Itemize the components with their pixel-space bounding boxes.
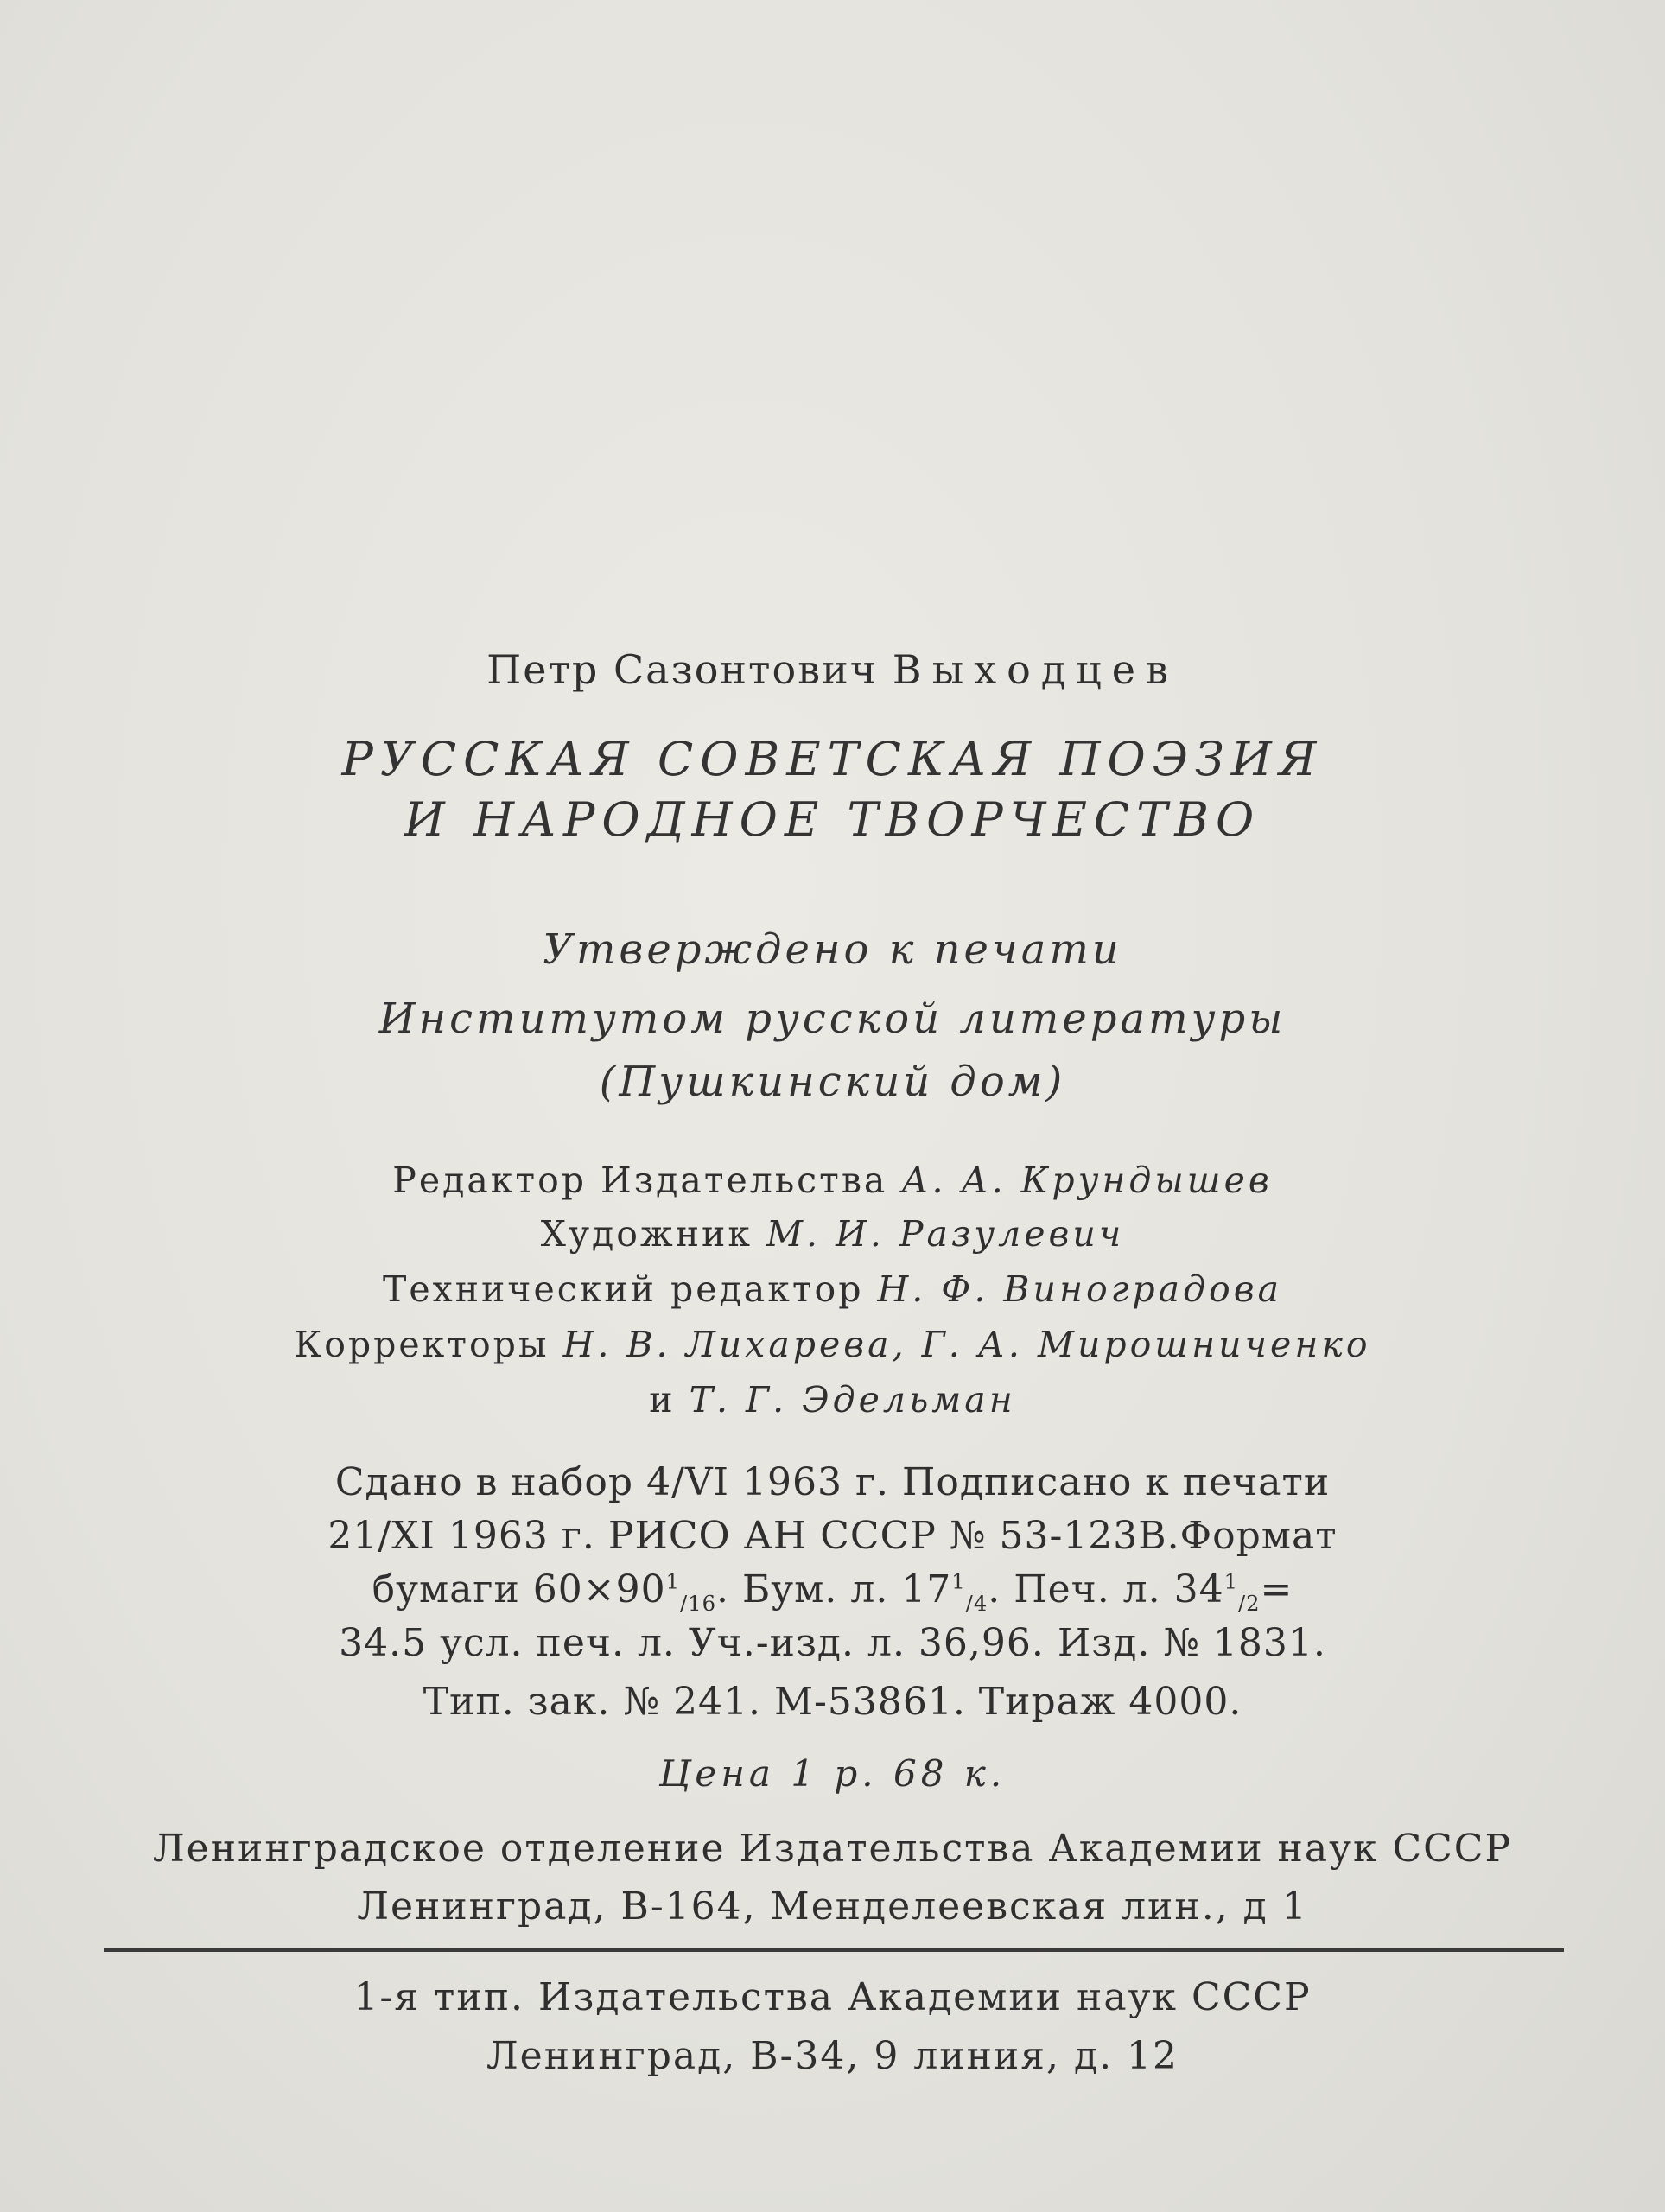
book-title-line-1: РУССКАЯ СОВЕТСКАЯ ПОЭЗИЯ: [341, 732, 1324, 786]
credit-proofreaders: [0, 1324, 1665, 1365]
paper-format-fraction-numerator: 1: [665, 1569, 681, 1594]
author-surname: Выходцев: [892, 646, 1179, 693]
equals-sign: =: [1260, 1567, 1293, 1611]
artist-name: М. И. Разулевич: [766, 1213, 1125, 1255]
proofreaders-last-name: Т. Г. Эдельман: [689, 1379, 1016, 1421]
paper-format-fraction-denominator: /16: [680, 1591, 716, 1616]
author-line: [0, 646, 1665, 693]
price: Цена 1 р. 68 к.: [658, 1752, 1007, 1795]
technical-editor-role: Технический редактор: [382, 1268, 864, 1310]
printer-line-2: Ленинград, В-34, 9 линия, д. 12: [486, 2034, 1179, 2078]
printed-sheets-fraction-denominator: /2: [1237, 1591, 1261, 1616]
paper-sheets: . Бум. л. 17: [715, 1567, 952, 1611]
horizontal-rule: [104, 1948, 1564, 1952]
paper-sheets-fraction-numerator: 1: [951, 1569, 966, 1594]
approval-line-2: Институтом русской литературы: [378, 995, 1287, 1043]
credit-technical-editor: [0, 1268, 1665, 1310]
proofreaders-role: Корректоры: [294, 1324, 550, 1365]
imprint-line-5: Тип. зак. № 241. М-53861. Тираж 4000.: [423, 1680, 1242, 1724]
proofreaders-and: и: [649, 1379, 676, 1421]
printed-sheets-fraction-numerator: 1: [1223, 1569, 1238, 1594]
editor-name: А. А. Крундышев: [901, 1160, 1273, 1201]
imprint-line-2: 21/XI 1963 г. РИСО АН СССР № 53-123В.Формат: [327, 1514, 1338, 1558]
imprint-line-4: 34.5 усл. печ. л. Уч.-изд. л. 36,96. Изд. № 1831.: [339, 1621, 1326, 1665]
imprint-line-1: Сдано в набор 4/VI 1963 г. Подписано к печати: [334, 1460, 1331, 1504]
approval-line-1: Утверждено к печати: [543, 925, 1122, 974]
credit-editor: [0, 1160, 1665, 1201]
printer-line-1: 1-я тип. Издательства Академии наук СССР: [353, 1975, 1312, 2019]
credit-proofreaders-continued: [0, 1379, 1665, 1421]
artist-role: Художник: [540, 1213, 753, 1255]
paper-format: бумаги 60×90: [372, 1567, 666, 1611]
editor-role: Редактор Издательства: [392, 1160, 888, 1201]
book-title-line-2: И НАРОДНОЕ ТВОРЧЕСТВО: [404, 792, 1261, 847]
credit-artist: [0, 1213, 1665, 1255]
printed-sheets: . Печ. л. 34: [988, 1567, 1224, 1611]
publisher-line-2: Ленинград, В-164, Менделеевская лин., д 1: [357, 1885, 1308, 1929]
author-first-names: Петр Сазонтович: [486, 646, 879, 693]
proofreaders-names: Н. В. Лихарева, Г. А. Мирошниченко: [562, 1324, 1371, 1365]
imprint-line-3: [0, 1567, 1665, 1616]
publisher-line-1: Ленинградское отделение Издательства Академии наук СССР: [152, 1827, 1513, 1871]
technical-editor-name: Н. Ф. Виноградова: [877, 1268, 1283, 1310]
approval-line-3: (Пушкинский дом): [599, 1058, 1066, 1106]
paper-sheets-fraction-denominator: /4: [965, 1591, 988, 1616]
